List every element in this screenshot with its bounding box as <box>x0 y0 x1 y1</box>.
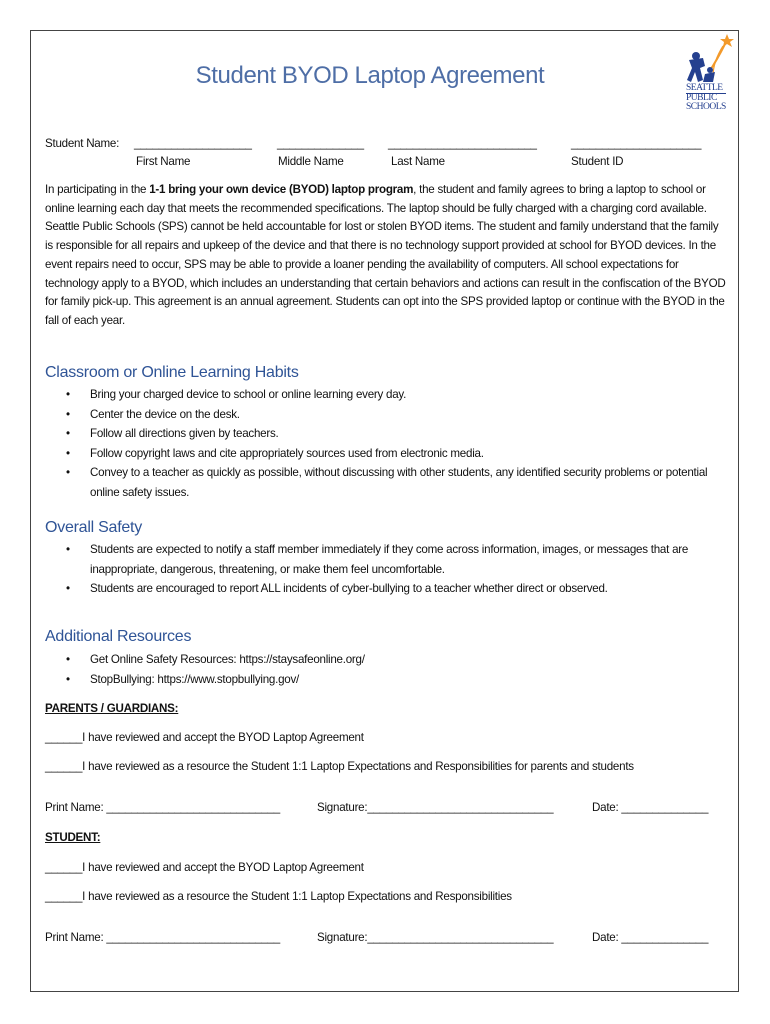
intro-program-name: 1-1 bring your own device (BYOD) laptop program <box>149 183 414 196</box>
list-item: • Get Online Safety Resources: https://staysafeonline.org/ <box>64 650 724 670</box>
intro-body: , the student and family agrees to bring a laptop to school or online learning each day that meets the recommended specifications. The laptop should be fully charged with a charging cord available. Seattle Public Schools (SPS) cannot be held accountable for lost or stolen BYOD items. The student and family understand that the family is responsible for all repairs and upkeep of the device and that there is no technology support provided at school for BYOD devices. In the event repairs need to occur, SPS may be able to provide a loaner pending the availability of computers. All school expectations for technology apply to a BYOD, which includes an understanding that certain behaviors and actions can result in the confiscation of the BYOD for family pick-up. This agreement is an annual agreement. Students can opt into the SPS provided laptop or continue with the BYOD in the fall of each year. <box>45 183 726 327</box>
student-date-field[interactable]: Date: ______________ <box>592 931 709 944</box>
intro-paragraph <box>45 181 728 331</box>
page-border <box>30 30 739 992</box>
student-heading: STUDENT: <box>45 831 101 844</box>
logo-line: SCHOOLS <box>686 102 726 112</box>
last-name-field[interactable]: ________________________ <box>388 137 537 150</box>
student-resource-checkline[interactable]: ______I have reviewed as a resource the Student 1:1 Laptop Expectations and Responsibilities <box>45 890 512 903</box>
list-item: • Follow copyright laws and cite appropriately sources used from electronic media. <box>64 444 724 464</box>
first-name-caption: First Name <box>136 155 191 168</box>
first-name-field[interactable]: ___________________ <box>134 137 252 150</box>
safety-list <box>64 540 724 599</box>
logo-text <box>686 84 726 112</box>
last-name-caption: Last Name <box>391 155 445 168</box>
list-item: • Follow all directions given by teachers. <box>64 424 724 444</box>
habits-list <box>64 385 724 502</box>
student-signature-field[interactable]: Signature:______________________________ <box>317 931 554 944</box>
logo-line: SEATTLE <box>686 84 726 94</box>
section-heading: Additional Resources <box>45 628 192 645</box>
document-title: Student BYOD Laptop Agreement <box>195 62 545 89</box>
parent-signature-field[interactable]: Signature:______________________________ <box>317 801 554 814</box>
student-id-field[interactable]: _____________________ <box>571 137 702 150</box>
parent-date-field[interactable]: Date: ______________ <box>592 801 709 814</box>
parent-print-name-field[interactable]: Print Name: ____________________________ <box>45 801 280 814</box>
student-id-caption: Student ID <box>571 155 624 168</box>
list-item: • Convey to a teacher as quickly as possible, without discussing with other students, any identified security problems or potential online safety issues. <box>64 463 724 502</box>
logo-line: PUBLIC <box>686 93 717 103</box>
list-item: • Students are encouraged to report ALL incidents of cyber-bullying to a teacher whether direct or observed. <box>64 579 724 599</box>
parent-resource-checkline[interactable]: ______I have reviewed as a resource the Student 1:1 Laptop Expectations and Responsibilities for parents and students <box>45 760 634 773</box>
parent-accept-checkline[interactable]: ______I have reviewed and accept the BYOD Laptop Agreement <box>45 731 364 744</box>
list-item: • StopBullying: https://www.stopbullying.gov/ <box>64 670 724 690</box>
list-item: • Bring your charged device to school or online learning every day. <box>64 385 724 405</box>
parents-heading: PARENTS / GUARDIANS: <box>45 702 179 715</box>
middle-name-field[interactable]: ______________ <box>277 137 364 150</box>
resources-list <box>64 650 724 689</box>
section-heading: Overall Safety <box>45 519 142 536</box>
student-name-label: Student Name: <box>45 137 120 150</box>
list-item: • Students are expected to notify a staff member immediately if they come across information, images, or messages that are inappropriate, dangerous, threatening, or make them feel uncomfortable. <box>64 540 724 579</box>
student-accept-checkline[interactable]: ______I have reviewed and accept the BYOD Laptop Agreement <box>45 861 364 874</box>
intro-prefix: In participating in the <box>45 183 150 196</box>
list-item: • Center the device on the desk. <box>64 405 724 425</box>
middle-name-caption: Middle Name <box>278 155 344 168</box>
section-heading: Classroom or Online Learning Habits <box>45 364 299 381</box>
student-print-name-field[interactable]: Print Name: ____________________________ <box>45 931 280 944</box>
